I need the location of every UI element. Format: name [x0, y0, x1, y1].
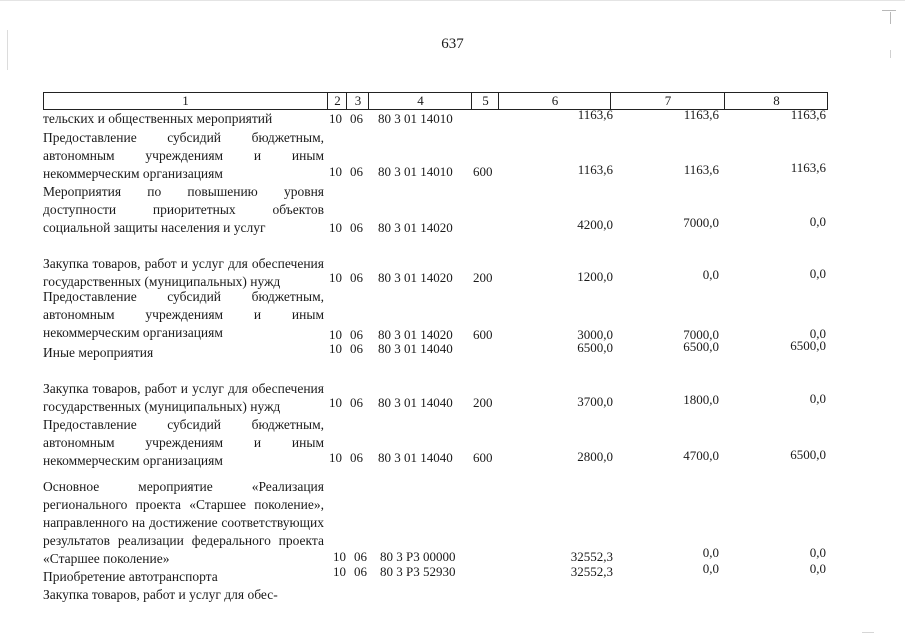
table-row [0, 416, 905, 468]
row-section: 10 [329, 111, 342, 126]
row-description: Иные мероприятия [43, 345, 154, 360]
row-description: тельских и общественных мероприятий [43, 111, 273, 126]
scan-mark [890, 12, 891, 24]
table-row [0, 290, 905, 344]
row-amount-col7: 1163,6 [683, 162, 719, 177]
table-row [0, 129, 905, 183]
row-subsection: 06 [350, 164, 363, 179]
row-target-code: 80 3 01 14020 [378, 220, 453, 235]
row-amount-col8: 1163,6 [790, 107, 826, 122]
row-description: Закупка товаров, работ и услуг для обеспечения государственных (муниципальных) нужд [43, 256, 324, 289]
header-col-8: 8 [724, 93, 828, 109]
row-amount-col7: 7000,0 [683, 327, 719, 342]
row-section: 10 [329, 327, 342, 342]
row-expense-type: 200 [473, 395, 493, 410]
row-amount-col8: 0,0 [809, 391, 826, 406]
row-description: Предоставление субсидий бюджетным, автономным учреждениям и иным некоммерческим организациям [43, 289, 324, 340]
row-description: Предоставление субсидий бюджетным, автономным учреждениям и иным некоммерческим организациям [43, 130, 324, 181]
row-description: Закупка товаров, работ и услуг для обеспечения государственных (муниципальных) нужд [43, 381, 324, 414]
row-amount-col7: 7000,0 [683, 215, 719, 230]
row-section: 10 [333, 564, 346, 579]
row-subsection: 06 [350, 327, 363, 342]
header-col-6: 6 [498, 93, 611, 109]
row-expense-type: 600 [473, 450, 493, 465]
row-amount-col6: 1163,6 [577, 107, 613, 122]
row-target-code: 80 3 01 14040 [378, 341, 453, 356]
row-subsection: 06 [350, 395, 363, 410]
row-amount-col7: 0,0 [702, 561, 719, 576]
page-number: 637 [441, 36, 464, 52]
row-target-code: 80 3 01 14010 [378, 164, 453, 179]
table-row [0, 338, 905, 362]
row-target-code: 80 3 01 14040 [378, 395, 453, 410]
row-expense-type: 600 [473, 327, 493, 342]
scan-mark [890, 50, 891, 58]
row-subsection: 06 [354, 564, 367, 579]
header-col-4: 4 [368, 93, 472, 109]
header-col-3: 3 [346, 93, 369, 109]
row-expense-type: 200 [473, 270, 493, 285]
table-row [0, 586, 905, 604]
scan-mark [882, 10, 896, 11]
row-target-code: 80 3 01 14020 [378, 270, 453, 285]
row-amount-col7: 6500,0 [683, 339, 719, 354]
row-subsection: 06 [350, 270, 363, 285]
table-row [0, 464, 905, 572]
row-section: 10 [329, 220, 342, 235]
scan-mark [862, 632, 874, 633]
row-description: Приобретение автотранспорта [43, 569, 218, 584]
header-col-2: 2 [327, 93, 347, 109]
table-row [0, 183, 905, 237]
row-amount-col8: 0,0 [809, 266, 826, 281]
row-section: 10 [329, 164, 342, 179]
row-amount-col8: 6500,0 [790, 447, 826, 462]
header-col-1: 1 [182, 93, 189, 108]
row-description: Предоставление субсидий бюджетным, автономным учреждениям и иным некоммерческим организациям [43, 417, 324, 468]
row-amount-col6: 3000,0 [577, 327, 613, 342]
row-amount-col6: 32552,3 [570, 549, 613, 564]
row-amount-col6: 2800,0 [577, 449, 613, 464]
row-amount-col6: 1200,0 [577, 269, 613, 284]
row-amount-col8: 0,0 [809, 214, 826, 229]
row-amount-col7: 1800,0 [683, 392, 719, 407]
row-target-code: 80 3 01 14020 [378, 327, 453, 342]
row-section: 10 [333, 549, 346, 564]
scan-mark [7, 30, 8, 70]
row-expense-type: 600 [473, 164, 493, 179]
row-subsection: 06 [350, 450, 363, 465]
row-description: Мероприятия по повышению уровня доступности приоритетных объектов социальной защиты населения и услуг [43, 184, 324, 235]
row-description: Основное мероприятие «Реализация регионального проекта «Старшее поколение», направленного на достижение соответствующих результатов реализации федерального проекта «Старшее поколение» [43, 479, 324, 566]
header-col-5: 5 [471, 93, 499, 109]
row-amount-col8: 1163,6 [790, 160, 826, 175]
row-target-code: 80 3 P3 00000 [380, 549, 456, 564]
row-section: 10 [329, 270, 342, 285]
row-amount-col6: 3700,0 [577, 394, 613, 409]
row-subsection: 06 [350, 220, 363, 235]
table-row [0, 237, 905, 291]
header-col-7: 7 [610, 93, 725, 109]
row-section: 10 [329, 341, 342, 356]
row-description: Закупка товаров, работ и услуг для обес- [43, 587, 278, 602]
row-amount-col7: 0,0 [702, 267, 719, 282]
table-row [0, 107, 905, 128]
table-row [0, 561, 905, 586]
row-target-code: 80 3 01 14010 [378, 111, 453, 126]
row-amount-col8: 0,0 [809, 561, 826, 576]
row-amount-col6: 1163,6 [577, 162, 613, 177]
row-amount-col8: 0,0 [809, 545, 826, 560]
table-row [0, 362, 905, 416]
row-amount-col7: 0,0 [702, 545, 719, 560]
row-amount-col7: 1163,6 [683, 107, 719, 122]
row-amount-col6: 32552,3 [570, 564, 613, 579]
row-subsection: 06 [350, 341, 363, 356]
scan-edge-top [0, 0, 905, 1]
row-section: 10 [329, 395, 342, 410]
row-target-code: 80 3 P3 52930 [380, 564, 456, 579]
row-subsection: 06 [350, 111, 363, 126]
row-target-code: 80 3 01 14040 [378, 450, 453, 465]
row-amount-col6: 4200,0 [577, 217, 613, 232]
row-amount-col8: 0,0 [809, 326, 826, 341]
row-amount-col8: 6500,0 [790, 338, 826, 353]
row-amount-col7: 4700,0 [683, 448, 719, 463]
row-subsection: 06 [354, 549, 367, 564]
row-amount-col6: 6500,0 [577, 340, 613, 355]
row-section: 10 [329, 450, 342, 465]
